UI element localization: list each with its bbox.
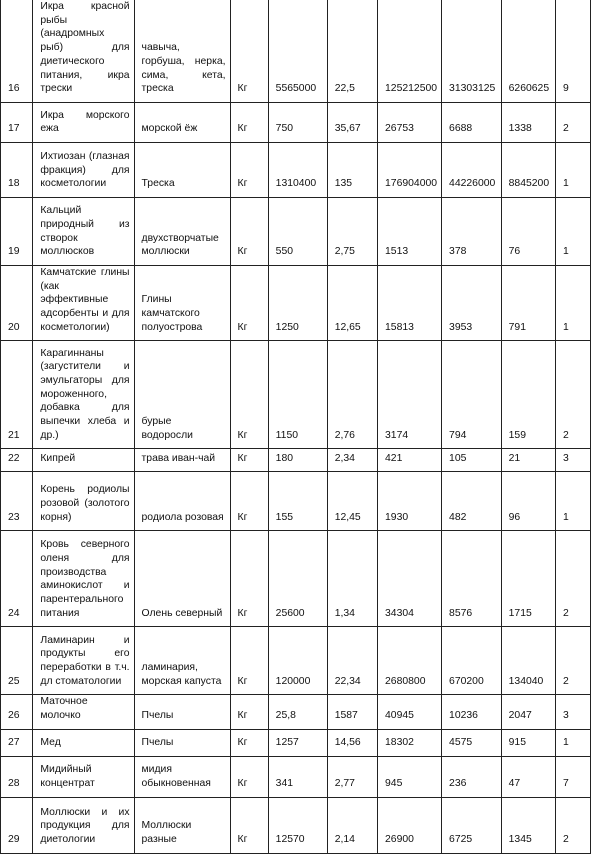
table-row xyxy=(1,341,591,449)
value-cell: 134040 xyxy=(501,627,555,695)
value-cell: 341 xyxy=(268,756,327,797)
raw-material-source: родиола розовая xyxy=(134,472,230,531)
unit-cell: Кг xyxy=(230,102,268,142)
table-row xyxy=(1,756,591,797)
value-cell: 1513 xyxy=(378,197,442,265)
value-cell: 1 xyxy=(556,197,591,265)
value-cell: 1 xyxy=(556,472,591,531)
product-name: Корень родиолы розовой (золотого корня) xyxy=(33,472,134,531)
value-cell: 180 xyxy=(268,449,327,472)
value-cell: 12,45 xyxy=(327,472,377,531)
value-cell: 1930 xyxy=(378,472,442,531)
product-name: Карагиннаны (загустители и эмульгаторы для мороженного, добавка для выпечки хлеба и др.) xyxy=(33,341,134,449)
table-row xyxy=(1,197,591,265)
value-cell: 12570 xyxy=(268,797,327,853)
row-number: 28 xyxy=(1,756,33,797)
raw-material-source: чавыча, горбуша, нерка, сима, кета, треска xyxy=(134,0,230,102)
raw-material-source: Олень северный xyxy=(134,531,230,627)
table-row xyxy=(1,531,591,627)
value-cell: 47 xyxy=(501,756,555,797)
value-cell: 3 xyxy=(556,449,591,472)
raw-material-source: Треска xyxy=(134,142,230,197)
value-cell: 10236 xyxy=(442,695,502,729)
value-cell: 135 xyxy=(327,142,377,197)
value-cell: 15813 xyxy=(378,265,442,341)
value-cell: 35,67 xyxy=(327,102,377,142)
unit-cell: Кг xyxy=(230,142,268,197)
value-cell: 155 xyxy=(268,472,327,531)
product-name: Икра красной рыбы (анадромных рыб) для диетического питания, икра трески xyxy=(33,0,134,102)
value-cell: 2,77 xyxy=(327,756,377,797)
unit-cell: Кг xyxy=(230,472,268,531)
value-cell: 4575 xyxy=(442,729,502,756)
product-name: Икра морского ежа xyxy=(33,102,134,142)
value-cell: 26900 xyxy=(378,797,442,853)
value-cell: 750 xyxy=(268,102,327,142)
value-cell: 31303125 xyxy=(442,0,502,102)
value-cell: 9 xyxy=(556,0,591,102)
table-row xyxy=(1,102,591,142)
value-cell: 8845200 xyxy=(501,142,555,197)
value-cell: 26753 xyxy=(378,102,442,142)
unit-cell: Кг xyxy=(230,531,268,627)
value-cell: 2 xyxy=(556,341,591,449)
value-cell: 236 xyxy=(442,756,502,797)
value-cell: 25600 xyxy=(268,531,327,627)
raw-material-source: бурые водоросли xyxy=(134,341,230,449)
value-cell: 1257 xyxy=(268,729,327,756)
value-cell: 2 xyxy=(556,531,591,627)
value-cell: 3953 xyxy=(442,265,502,341)
unit-cell: Кг xyxy=(230,197,268,265)
row-number: 24 xyxy=(1,531,33,627)
value-cell: 2,14 xyxy=(327,797,377,853)
value-cell: 6260625 xyxy=(501,0,555,102)
value-cell: 120000 xyxy=(268,627,327,695)
value-cell: 2,76 xyxy=(327,341,377,449)
value-cell: 915 xyxy=(501,729,555,756)
value-cell: 21 xyxy=(501,449,555,472)
value-cell: 945 xyxy=(378,756,442,797)
unit-cell: Кг xyxy=(230,341,268,449)
product-name: Кальций природный из створок моллюсков xyxy=(33,197,134,265)
value-cell: 378 xyxy=(442,197,502,265)
value-cell: 421 xyxy=(378,449,442,472)
unit-cell: Кг xyxy=(230,797,268,853)
value-cell: 25,8 xyxy=(268,695,327,729)
unit-cell: Кг xyxy=(230,756,268,797)
product-name: Ихтиозан (глазная фракция) для косметологии xyxy=(33,142,134,197)
value-cell: 2 xyxy=(556,102,591,142)
value-cell: 34304 xyxy=(378,531,442,627)
product-name: Моллюски и их продукция для диетологии xyxy=(33,797,134,853)
row-number: 27 xyxy=(1,729,33,756)
value-cell: 2 xyxy=(556,627,591,695)
table-row xyxy=(1,0,591,102)
value-cell: 482 xyxy=(442,472,502,531)
value-cell: 159 xyxy=(501,341,555,449)
table-row xyxy=(1,142,591,197)
raw-material-source: Глины камчатского полуострова xyxy=(134,265,230,341)
value-cell: 2,75 xyxy=(327,197,377,265)
value-cell: 6688 xyxy=(442,102,502,142)
value-cell: 76 xyxy=(501,197,555,265)
value-cell: 96 xyxy=(501,472,555,531)
value-cell: 1310400 xyxy=(268,142,327,197)
value-cell: 1 xyxy=(556,142,591,197)
row-number: 21 xyxy=(1,341,33,449)
row-number: 26 xyxy=(1,695,33,729)
value-cell: 105 xyxy=(442,449,502,472)
product-name: Кипрей xyxy=(33,449,134,472)
value-cell: 670200 xyxy=(442,627,502,695)
value-cell: 5565000 xyxy=(268,0,327,102)
unit-cell: Кг xyxy=(230,627,268,695)
product-name: Кровь северного оленя для производства аминокислот и парентерального питания xyxy=(33,531,134,627)
value-cell: 2047 xyxy=(501,695,555,729)
value-cell: 176904000 xyxy=(378,142,442,197)
row-number: 23 xyxy=(1,472,33,531)
unit-cell: Кг xyxy=(230,695,268,729)
table-row xyxy=(1,627,591,695)
row-number: 19 xyxy=(1,197,33,265)
table-row xyxy=(1,695,591,729)
value-cell: 794 xyxy=(442,341,502,449)
value-cell: 14,56 xyxy=(327,729,377,756)
product-name: Мидийный концентрат xyxy=(33,756,134,797)
row-number: 17 xyxy=(1,102,33,142)
value-cell: 6725 xyxy=(442,797,502,853)
raw-material-source: Пчелы xyxy=(134,695,230,729)
unit-cell: Кг xyxy=(230,0,268,102)
unit-cell: Кг xyxy=(230,729,268,756)
row-number: 16 xyxy=(1,0,33,102)
raw-material-source: морской ёж xyxy=(134,102,230,142)
value-cell: 1150 xyxy=(268,341,327,449)
raw-material-source: двухстворчатые моллюски xyxy=(134,197,230,265)
table-row xyxy=(1,472,591,531)
product-name: Камчатские глины (как эффективные адсорбенты и для косметологии) xyxy=(33,265,134,341)
value-cell: 44226000 xyxy=(442,142,502,197)
value-cell: 2680800 xyxy=(378,627,442,695)
value-cell: 1715 xyxy=(501,531,555,627)
row-number: 18 xyxy=(1,142,33,197)
value-cell: 1,34 xyxy=(327,531,377,627)
value-cell: 1 xyxy=(556,265,591,341)
value-cell: 550 xyxy=(268,197,327,265)
value-cell: 40945 xyxy=(378,695,442,729)
value-cell: 125212500 xyxy=(378,0,442,102)
unit-cell: Кг xyxy=(230,449,268,472)
value-cell: 1250 xyxy=(268,265,327,341)
table-row xyxy=(1,729,591,756)
raw-material-source: трава иван-чай xyxy=(134,449,230,472)
value-cell: 1 xyxy=(556,729,591,756)
value-cell: 3 xyxy=(556,695,591,729)
table-row xyxy=(1,265,591,341)
row-number: 20 xyxy=(1,265,33,341)
product-name: Ламинарин и продукты его переработки в т.ч. дл стоматологии xyxy=(33,627,134,695)
row-number: 29 xyxy=(1,797,33,853)
value-cell: 22,5 xyxy=(327,0,377,102)
raw-material-source: Моллюски разные xyxy=(134,797,230,853)
product-name: Маточное молочко xyxy=(33,695,134,729)
unit-cell: Кг xyxy=(230,265,268,341)
value-cell: 18302 xyxy=(378,729,442,756)
product-name: Мед xyxy=(33,729,134,756)
value-cell: 1345 xyxy=(501,797,555,853)
value-cell: 22,34 xyxy=(327,627,377,695)
value-cell: 791 xyxy=(501,265,555,341)
value-cell: 3174 xyxy=(378,341,442,449)
row-number: 25 xyxy=(1,627,33,695)
raw-material-source: ламинария, морская капуста xyxy=(134,627,230,695)
value-cell: 7 xyxy=(556,756,591,797)
value-cell: 1338 xyxy=(501,102,555,142)
raw-material-source: мидия обыкновенная xyxy=(134,756,230,797)
row-number: 22 xyxy=(1,449,33,472)
value-cell: 2,34 xyxy=(327,449,377,472)
value-cell: 8576 xyxy=(442,531,502,627)
table-row xyxy=(1,449,591,472)
value-cell: 12,65 xyxy=(327,265,377,341)
table-row xyxy=(1,797,591,853)
value-cell: 1587 xyxy=(327,695,377,729)
value-cell: 2 xyxy=(556,797,591,853)
raw-material-source: Пчелы xyxy=(134,729,230,756)
